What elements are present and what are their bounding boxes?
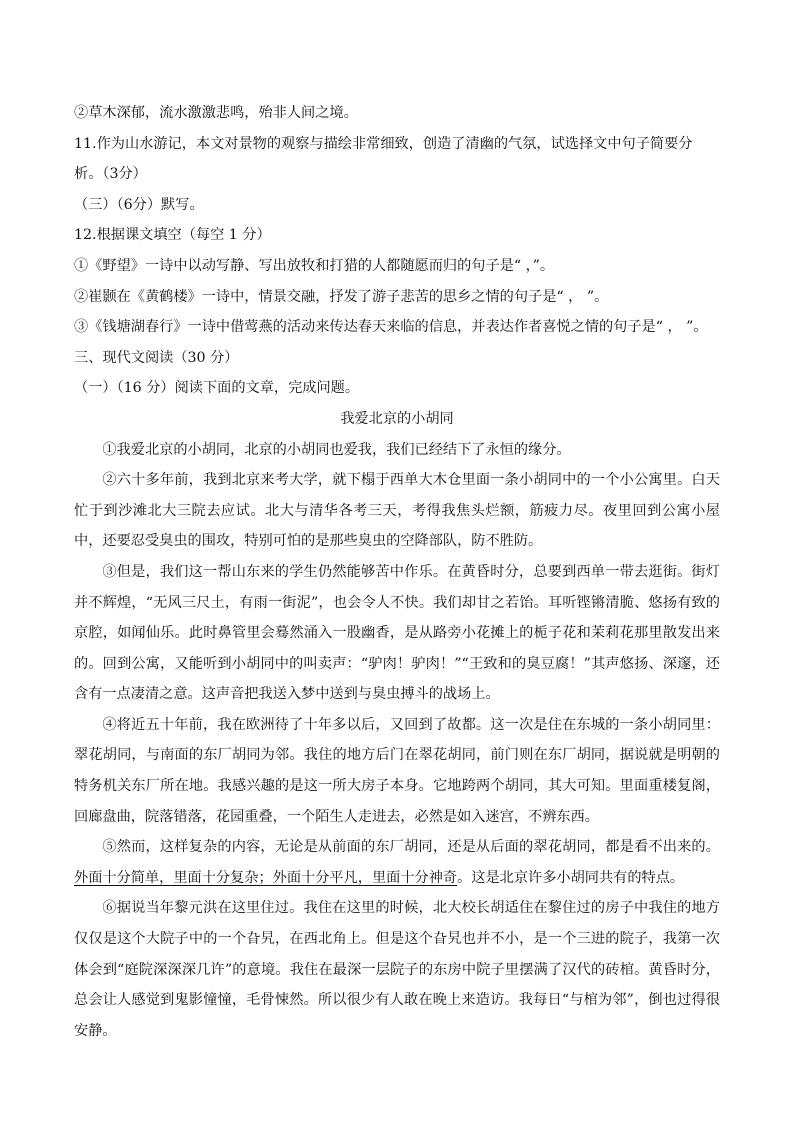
article-paragraph — [74, 832, 720, 893]
question-12: 12.根据课文填空（每空 1 分） — [74, 227, 271, 244]
article-paragraph: ①我爱北京的小胡同，北京的小胡同也爱我，我们已经结下了永恒的缘分。 — [102, 441, 571, 458]
article-paragraph: ⑥据说当年黎元洪在这里住过。我住在这里的时候，北大校长胡适住在黎住过的房子中我住的地方仅仅是这个大院子中的一个旮旯，在西北角上。但是这个旮旯也并不小，是一个三进的院子，我第一次体会到“庭院深深深几许”的意境。我住在最深一层院子的东房中院子里摆满了汉代的砖棺。黄昏时分，总会让人感觉到鬼影憧憧，毛骨悚然。所以很少有人敢在晚上来造访。我每日“与棺为邻”，倒也过得很安静。 — [74, 900, 720, 1039]
text-line: ②草木深郁，流水激激悲鸣，殆非人间之境。 — [74, 105, 358, 121]
paragraph-text: ⑤然而，这样复杂的内容，无论是从前面的东厂胡同，还是从后面的翠花胡同，都是看不出来的。 — [102, 839, 720, 856]
reading-instruction: （一）（16 分）阅读下面的文章，完成问题。 — [74, 380, 360, 397]
underlined-sentence: 外面十分简单，里面十分复杂；外面十分平凡，里面十分神奇 — [74, 869, 458, 886]
section-heading: （三）（6分）默写。 — [74, 196, 204, 213]
section-heading: 三、现代文阅读（30 分） — [74, 349, 239, 366]
paragraph-text: 。这是北京许多小胡同共有的特点。 — [457, 869, 685, 886]
fill-blank-2: ②崔颢在《黄鹤楼》一诗中，情景交融，抒发了游子悲苦的思乡之情的句子是“ ， ”。 — [74, 288, 609, 305]
article-paragraph: ③但是，我们这一帮山东来的学生仍然能够苦中作乐。在黄昏时分，总要到西单一带去逛街。街灯并不辉煌，“无风三尺土，有雨一街泥”，也会令人不快。我们却甘之若饴。耳听铿锵清脆、悠扬有致的京腔，如闻仙乐。此时鼻管里会蓦然涌入一股幽香，是从路旁小花摊上的栀子花和茉莉花那里散发出来的。回到公寓，又能听到小胡同中的叫卖声：“驴肉！驴肉！”“王致和的臭豆腐！”其声悠扬、深邃，还含有一点凄清之意。这声音把我送入梦中送到与臭虫搏斗的战场上。 — [74, 563, 720, 703]
article-paragraph: ②六十多年前，我到北京来考大学，就下榻于西单大木仓里面一条小胡同中的一个小公寓里。白天忙于到沙滩北大三院去应试。北大与清华各考三天，考得我焦头烂额，筋疲力尽。夜里回到公寓小屋中，还要忍受臭虫的围攻，特别可怕的是那些臭虫的空降部队，防不胜防。 — [74, 472, 720, 550]
question-11: 11.作为山水游记，本文对景物的观察与描绘非常细致，创造了清幽的气氛，试选择文中句子简要分析。（3分） — [74, 135, 693, 183]
article-paragraph: ④将近五十年前，我在欧洲待了十年多以后，又回到了故都。这一次是住在东城的一条小胡同里：翠花胡同，与南面的东厂胡同为邻。我住的地方后门在翠花胡同，前门则在东厂胡同，据说就是明朝的特务机关东厂所在地。我感兴趣的是这一所大房子本身。它地跨两个胡同，其大可知。里面重楼复阁，回廊盘曲，院落错落，花园重叠，一个陌生人走进去，必然是如入迷宫，不辨东西。 — [74, 716, 720, 825]
fill-blank-1: ①《野望》一诗中以动写静、写出放牧和打猎的人都随愿而归的句子是“ ，”。 — [74, 257, 555, 274]
fill-blank-3: ③《钱塘湖春行》一诗中借莺燕的活动来传达春天来临的信息，并表达作者喜悦之情的句子是“ ， ”。 — [74, 319, 708, 336]
article-title: 我爱北京的小胡同 — [340, 410, 454, 427]
